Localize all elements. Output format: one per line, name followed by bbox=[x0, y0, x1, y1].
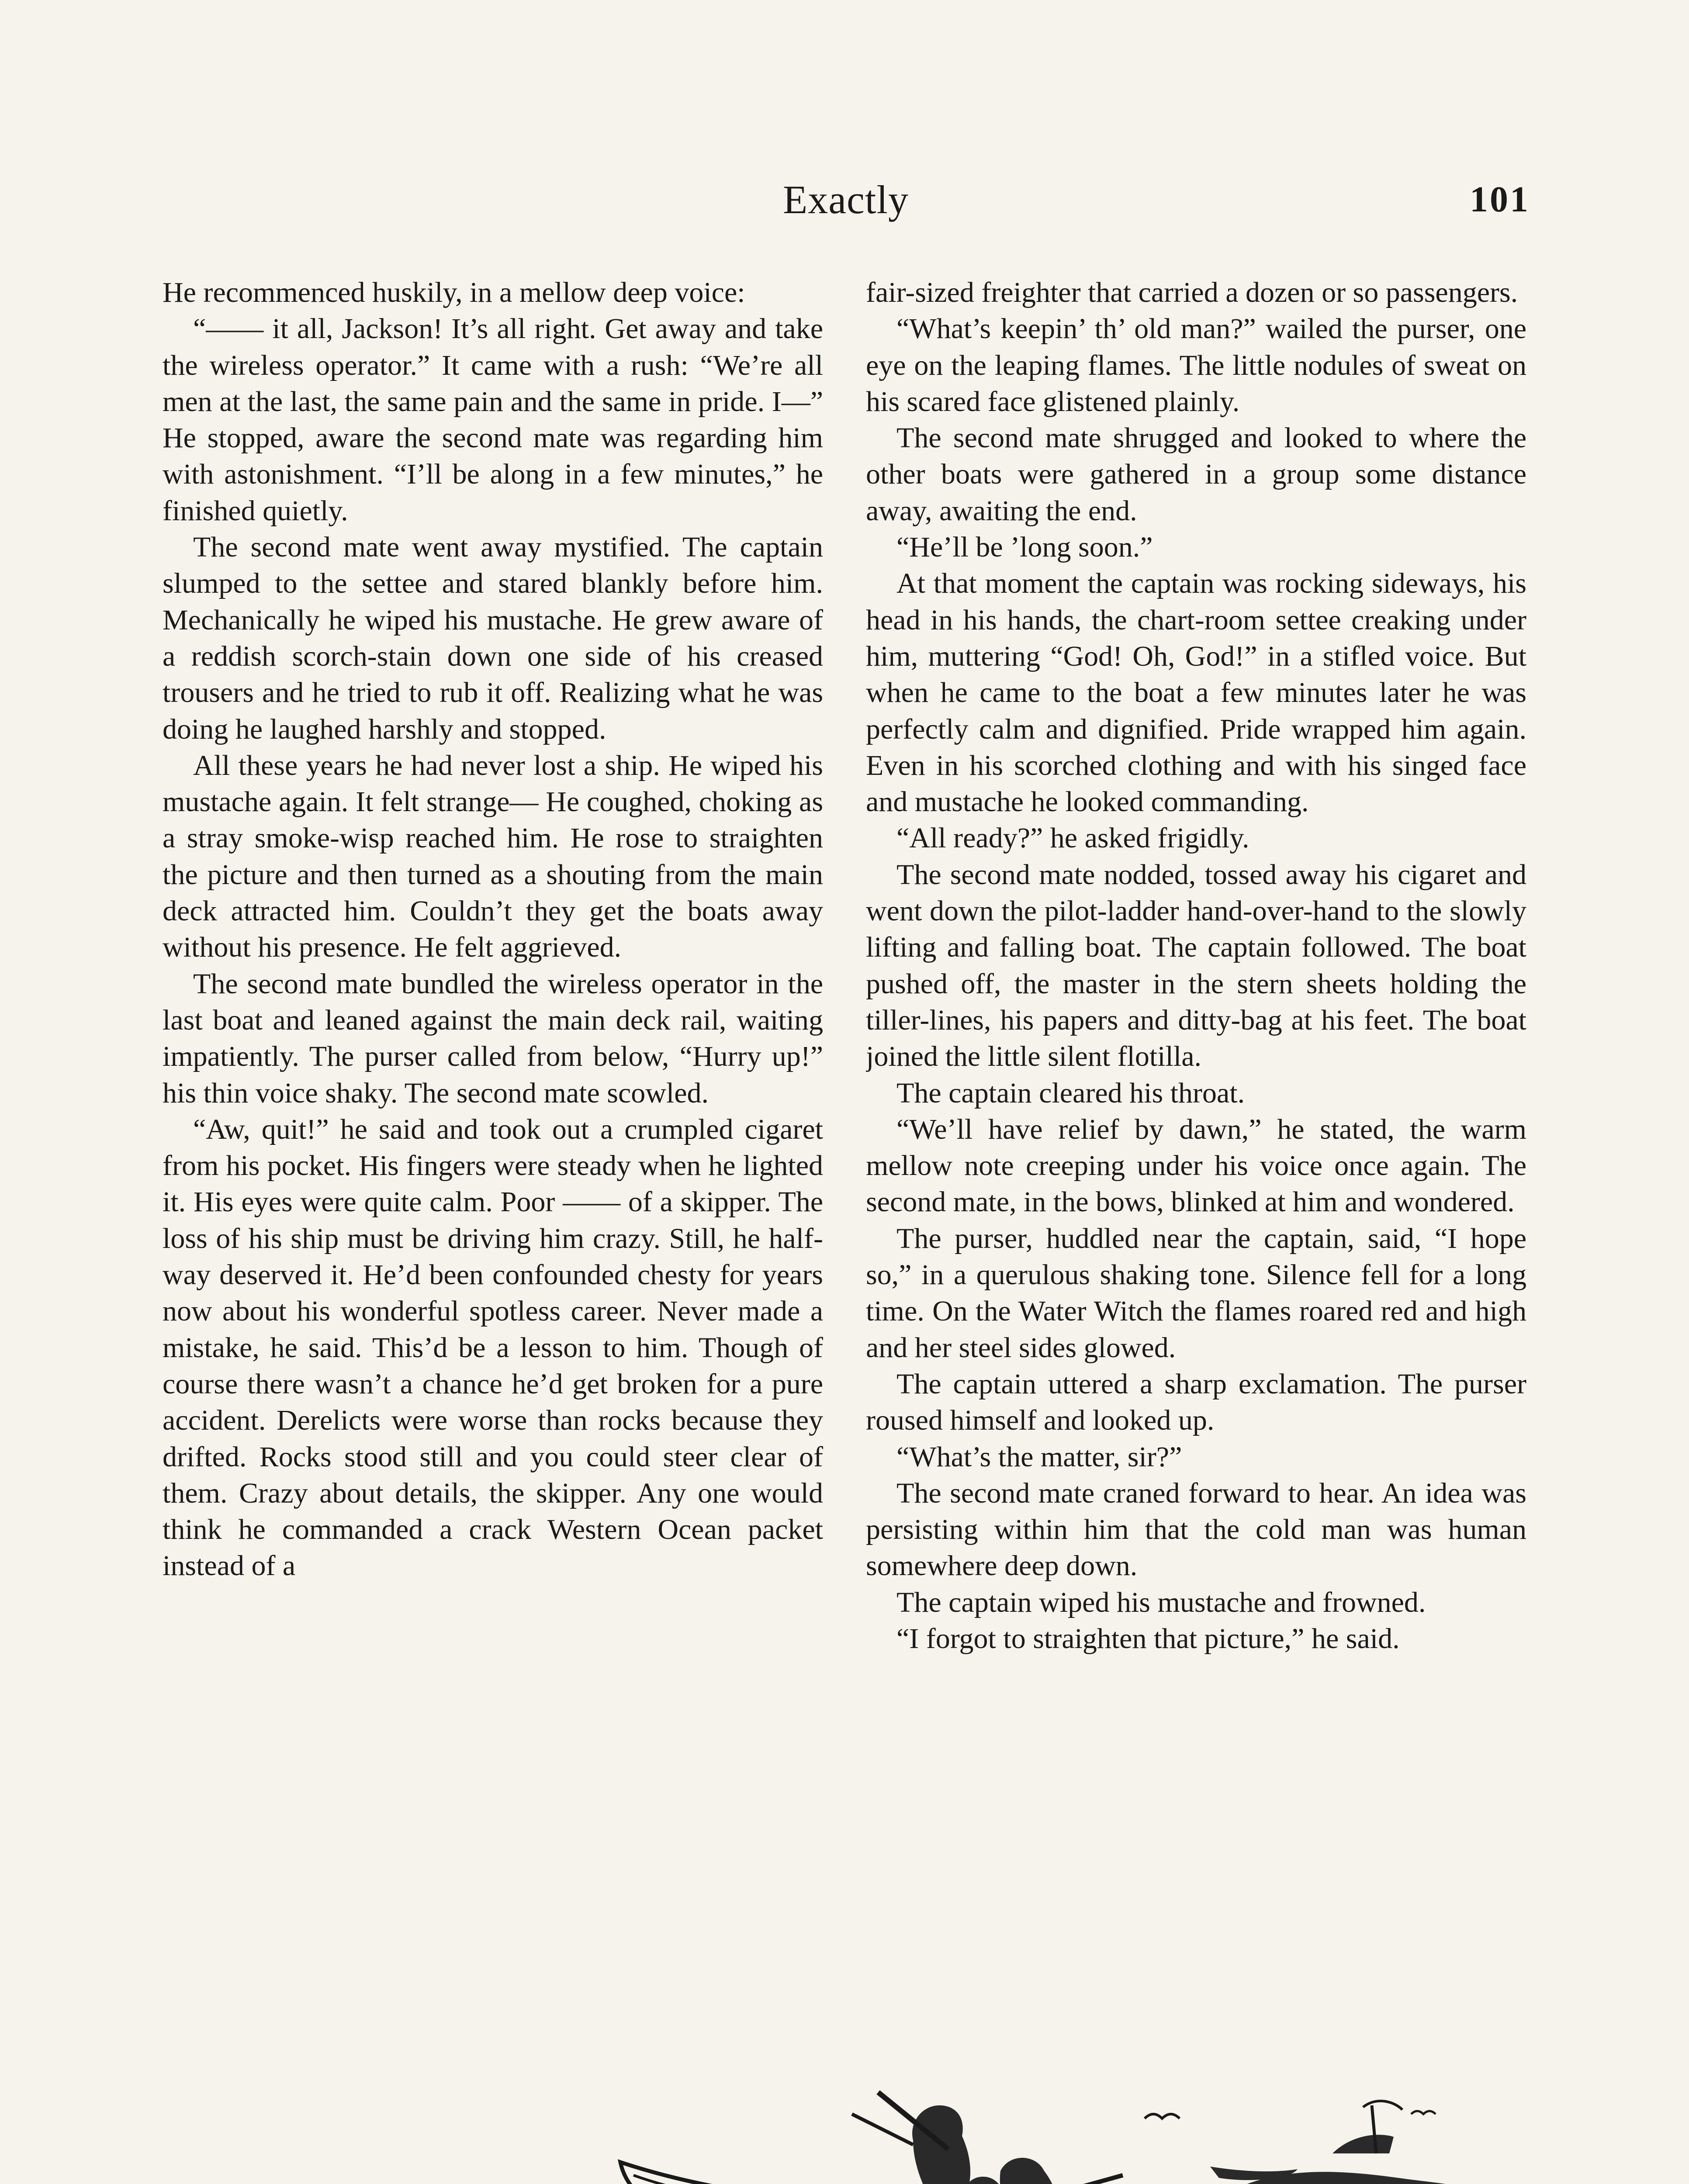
paragraph: At that moment the captain was rocking sideways, his head in his hands, the chart-room settee creaking under him, muttering “God! Oh, God!” in a stifled voice. But when he came to the boat a few minutes later he was perfectly calm and dignified. Pride wrapped him again. Even in his scorched clothing and with his singed face and mustache he looked commanding. bbox=[866, 567, 1526, 818]
paragraph: “All ready?” he asked frigidly. bbox=[896, 822, 1249, 854]
seated-passengers bbox=[966, 2177, 1005, 2184]
paragraph: The purser, huddled near the captain, said, “I hope so,” in a querulous shaking tone. Silence fell for a long time. On the Water Witch the flames roared red and high and her steel sides glowed. bbox=[866, 1222, 1526, 1364]
paragraph: fair-sized freighter that carried a dozen or so passengers. bbox=[866, 276, 1518, 308]
paragraph: “—— it all, Jackson! It’s all right. Get away and take the wireless operator.” It came with a rush: “We’re all men at the last, the same pain and the same in pride. I—” He stopped, aware the second mate was regarding him with astonishment. “I’ll be along in a few minutes,” he finished quietly. bbox=[163, 313, 823, 527]
page-header bbox=[162, 171, 1530, 237]
bird-icon bbox=[1145, 2114, 1180, 2118]
paragraph: “We’ll have relief by dawn,” he stated, the warm mellow note creeping under his voice once again. The second mate, in the bows, blinked at him and wondered. bbox=[866, 1113, 1526, 1218]
paragraph: “What’s keepin’ th’ old man?” wailed the purser, one eye on the leaping flames. The little nodules of sweat on his scared face glistened plainly. bbox=[866, 313, 1526, 418]
paragraph: The captain cleared his throat. bbox=[896, 1077, 1245, 1109]
left-text-column bbox=[163, 274, 823, 2022]
paragraph: “Aw, quit!” he said and took out a crumpled cigaret from his pocket. His fingers were steady when he lighted it. His eyes were quite calm. Poor —— of a skipper. The loss of his ship must be driving him crazy. Still, he half-way deserved it. He’d been confounded chesty for years now about his wonderful spotless career. Never made a mistake, he said. This’d be a lesson to him. Though of course there wasn’t a chance he’d get broken for a pure accident. Derelicts were worse than rocks because they drifted. Rocks stood still and you could steer clear of them. Crazy about details, the skipper. Any one would think he commanded a crack Western Ocean packet instead of a bbox=[163, 1113, 823, 1582]
paragraph: The captain wiped his mustache and frowned. bbox=[896, 1586, 1426, 1618]
paragraph: The second mate bundled the wireless operator in the last boat and leaned against the main deck rail, waiting impatiently. The purser called from below, “Hurry up!” his thin voice shaky. The second mate scowled. bbox=[163, 968, 823, 1109]
page-number: 101 bbox=[1470, 179, 1530, 220]
paragraph: The second mate craned forward to hear. An idea was persisting within him that the cold man was human somewhere deep down. bbox=[866, 1477, 1526, 1582]
paragraph: “I forgot to straighten that picture,” he said. bbox=[896, 1622, 1400, 1655]
paragraph: He recommenced huskily, in a mellow deep voice: bbox=[163, 276, 745, 308]
paragraph: “He’ll be ’long soon.” bbox=[896, 531, 1153, 563]
paragraph: The captain uttered a sharp exclamation. The purser roused himself and looked up. bbox=[866, 1368, 1526, 1437]
right-text-column bbox=[866, 274, 1526, 2022]
paragraph: “What’s the matter, sir?” bbox=[896, 1441, 1182, 1473]
sea-waves bbox=[179, 2172, 1529, 2184]
lifeboat-illustration bbox=[170, 2088, 1533, 2184]
paragraph: The second mate went away mystified. The captain slumped to the settee and stared blankly before him. Mechanically he wiped his mustache. He grew aware of a reddish scorch-stain down one side of his creased trousers and he tried to rub it off. Realizing what he was doing he laughed harshly and stopped. bbox=[163, 531, 823, 745]
running-title: Exactly bbox=[783, 177, 909, 222]
paragraph: The second mate shrugged and looked to where the other boats were gathered in a group some distance away, awaiting the end. bbox=[866, 422, 1526, 527]
paragraph: All these years he had never lost a ship. He wiped his mustache again. It felt strange— He coughed, choking as a stray smoke-wisp reached him. He rose to straighten the picture and then turned as a shouting from the main deck attracted him. Couldn’t they get the boats away without his presence. He felt aggrieved. bbox=[163, 749, 823, 964]
paragraph: The second mate nodded, tossed away his cigaret and went down the pilot-ladder hand-over-hand to the slowly lifting and falling boat. The captain followed. The boat pushed off, the master in the stern sheets holding the tiller-lines, his papers and ditty-bag at his feet. The boat joined the little silent flotilla. bbox=[866, 858, 1526, 1073]
